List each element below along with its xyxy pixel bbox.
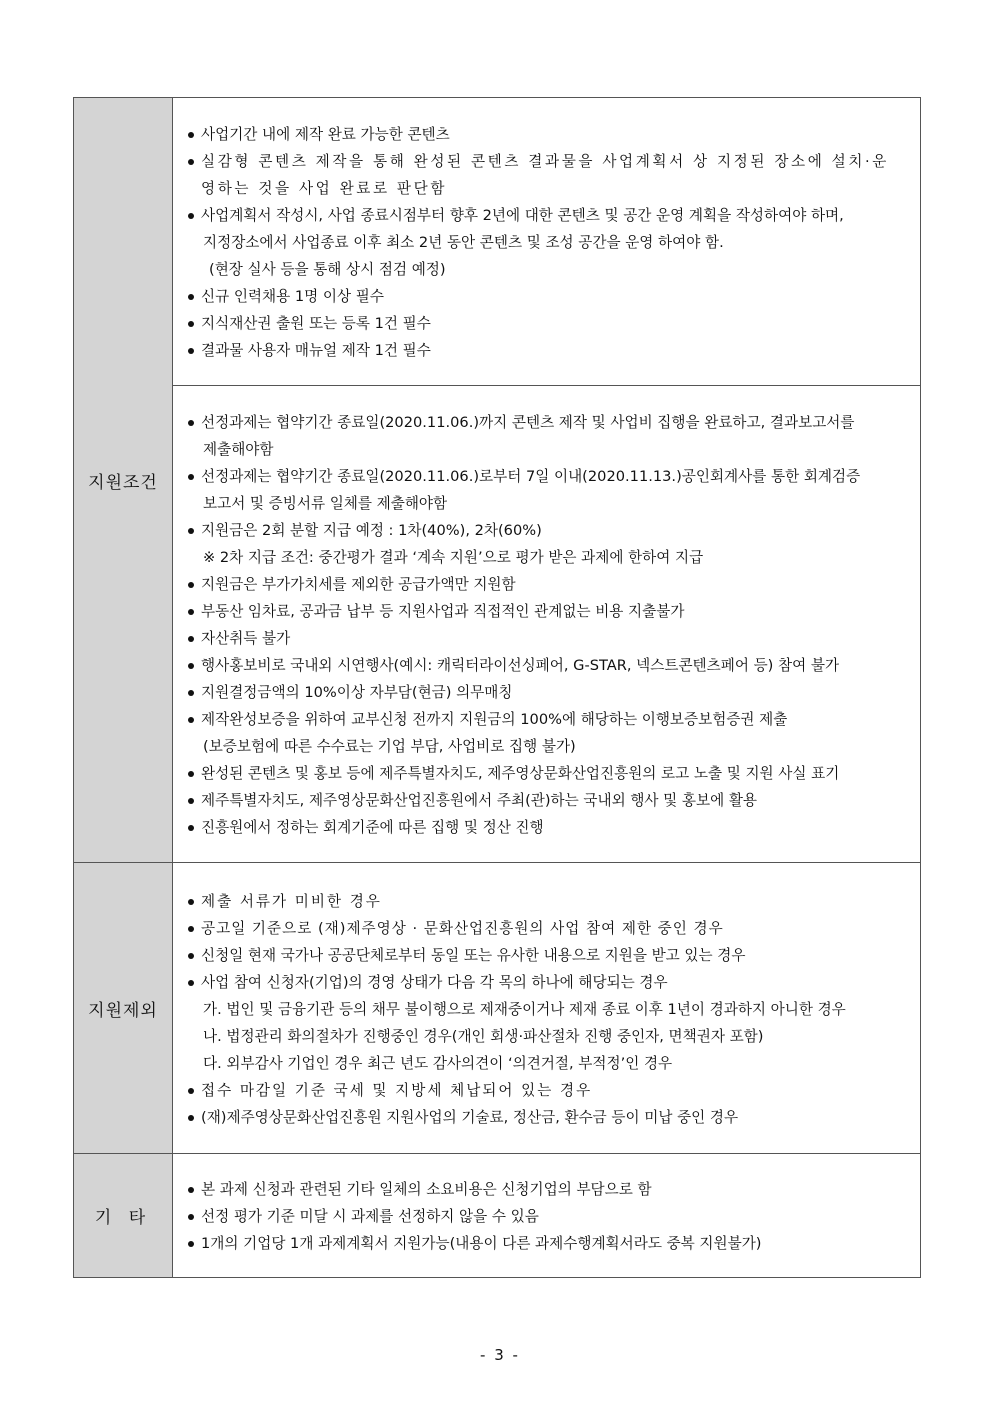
list-item: 선정과제는 협약기간 종료일(2020.11.06.)로부터 7일 이내(2020.11.13.)공인회계사를 통한 회계검증 보고서 및 증빙서류 일체를 제출해야함 bbox=[187, 463, 908, 517]
list-item: 제주특별자치도, 제주영상문화산업진흥원에서 주최(관)하는 국내외 행사 및 홍보에 활용 bbox=[187, 787, 908, 814]
list-item: 1개의 기업당 1개 과제계획서 지원가능(내용이 다른 과제수행계획서라도 중복 지원불가) bbox=[187, 1230, 908, 1257]
list-item: 선정 평가 기준 미달 시 과제를 선정하지 않을 수 있음 bbox=[187, 1203, 908, 1230]
list-item: 접수 마감일 기준 국세 및 지방세 체납되어 있는 경우 bbox=[187, 1077, 908, 1104]
list-item: 제출 서류가 미비한 경우 bbox=[187, 888, 908, 915]
list-item: 실감형 콘텐츠 제작을 통해 완성된 콘텐츠 결과물을 사업계획서 상 지정된 장소에 설치·운영하는 것을 사업 완료로 판단함 bbox=[187, 148, 908, 202]
list-item: 자산취득 불가 bbox=[187, 625, 908, 652]
conditions-table bbox=[73, 97, 921, 1278]
section-header-support-conditions: 지원조건 bbox=[74, 98, 173, 863]
list-item: 완성된 콘텐츠 및 홍보 등에 제주특별자치도, 제주영상문화산업진흥원의 로고 노출 및 지원 사실 표기 bbox=[187, 760, 908, 787]
list-item: 본 과제 신청과 관련된 기타 일체의 소요비용은 신청기업의 부담으로 함 bbox=[187, 1176, 908, 1203]
list-item: 부동산 임차료, 공과금 납부 등 지원사업과 직접적인 관계없는 비용 지출불가 bbox=[187, 598, 908, 625]
list-item: 사업계획서 작성시, 사업 종료시점부터 향후 2년에 대한 콘텐츠 및 공간 운영 계획을 작성하여야 하며, 지정장소에서 사업종료 이후 최소 2년 동안 콘텐츠 및 조성 공간을 운영 하여야 함. (현장 실사 등을 통해 상시 점검 예정) bbox=[187, 202, 908, 283]
bullet-list bbox=[187, 1176, 908, 1257]
section-row-support-exclusion bbox=[74, 863, 921, 1154]
section-content-support-conditions bbox=[173, 386, 921, 863]
list-item: 제작완성보증을 위하여 교부신청 전까지 지원금의 100%에 해당하는 이행보증보험증권 제출 (보증보험에 따른 수수료는 기업 부담, 사업비로 집행 불가) bbox=[187, 706, 908, 760]
section-row-other bbox=[74, 1154, 921, 1278]
list-item: 신청일 현재 국가나 공공단체로부터 동일 또는 유사한 내용으로 지원을 받고 있는 경우 bbox=[187, 942, 908, 969]
section-header-support-exclusion: 지원제외 bbox=[74, 863, 173, 1154]
bullet-list bbox=[187, 888, 908, 1131]
section-row-support-conditions bbox=[74, 386, 921, 863]
list-item: 지원금은 2회 분할 지급 예정 : 1차(40%), 2차(60%) ※ 2차 지급 조건: 중간평가 결과 ‘계속 지원’으로 평가 받은 과제에 한하여 지급 bbox=[187, 517, 908, 571]
section-content-support-exclusion bbox=[173, 863, 921, 1154]
list-item: 선정과제는 협약기간 종료일(2020.11.06.)까지 콘텐츠 제작 및 사업비 집행을 완료하고, 결과보고서를 제출해야함 bbox=[187, 409, 908, 463]
list-item: 사업 참여 신청자(기업)의 경영 상태가 다음 각 목의 하나에 해당되는 경우 가. 법인 및 금융기관 등의 채무 불이행으로 제재중이거나 제재 종료 이후 1년이 경과하지 아니한 경우 나. 법정관리 화의절차가 진행중인 경우(개인 회생·파산절차 진행 중인자, 면책권자 포함) 다. 외부감사 기업인 경우 최근 년도 감사의견이 ‘의견거절, 부적정’인 경우 bbox=[187, 969, 908, 1077]
section-content-intro bbox=[173, 98, 921, 386]
list-item: 결과물 사용자 매뉴얼 제작 1건 필수 bbox=[187, 337, 908, 364]
list-item: 공고일 기준으로 (재)제주영상 · 문화산업진흥원의 사업 참여 제한 중인 경우 bbox=[187, 915, 908, 942]
bullet-list bbox=[187, 121, 908, 364]
page-number: - 3 - bbox=[480, 1346, 520, 1364]
list-item: 신규 인력채용 1명 이상 필수 bbox=[187, 283, 908, 310]
bullet-list bbox=[187, 409, 908, 841]
list-item: 지원결정금액의 10%이상 자부담(현금) 의무매칭 bbox=[187, 679, 908, 706]
list-item: 지원금은 부가가치세를 제외한 공급가액만 지원함 bbox=[187, 571, 908, 598]
list-item: (재)제주영상문화산업진흥원 지원사업의 기술료, 정산금, 환수금 등이 미납 중인 경우 bbox=[187, 1104, 908, 1131]
list-item: 진흥원에서 정하는 회계기준에 따른 집행 및 정산 진행 bbox=[187, 814, 908, 841]
list-item: 지식재산권 출원 또는 등록 1건 필수 bbox=[187, 310, 908, 337]
list-item: 행사홍보비로 국내외 시연행사(예시: 캐릭터라이선싱페어, G-STAR, 넥스트콘텐츠페어 등) 참여 불가 bbox=[187, 652, 908, 679]
section-content-other bbox=[173, 1154, 921, 1278]
section-header-other: 기 타 bbox=[74, 1154, 173, 1278]
section-row-intro bbox=[74, 98, 921, 386]
list-item: 사업기간 내에 제작 완료 가능한 콘텐츠 bbox=[187, 121, 908, 148]
